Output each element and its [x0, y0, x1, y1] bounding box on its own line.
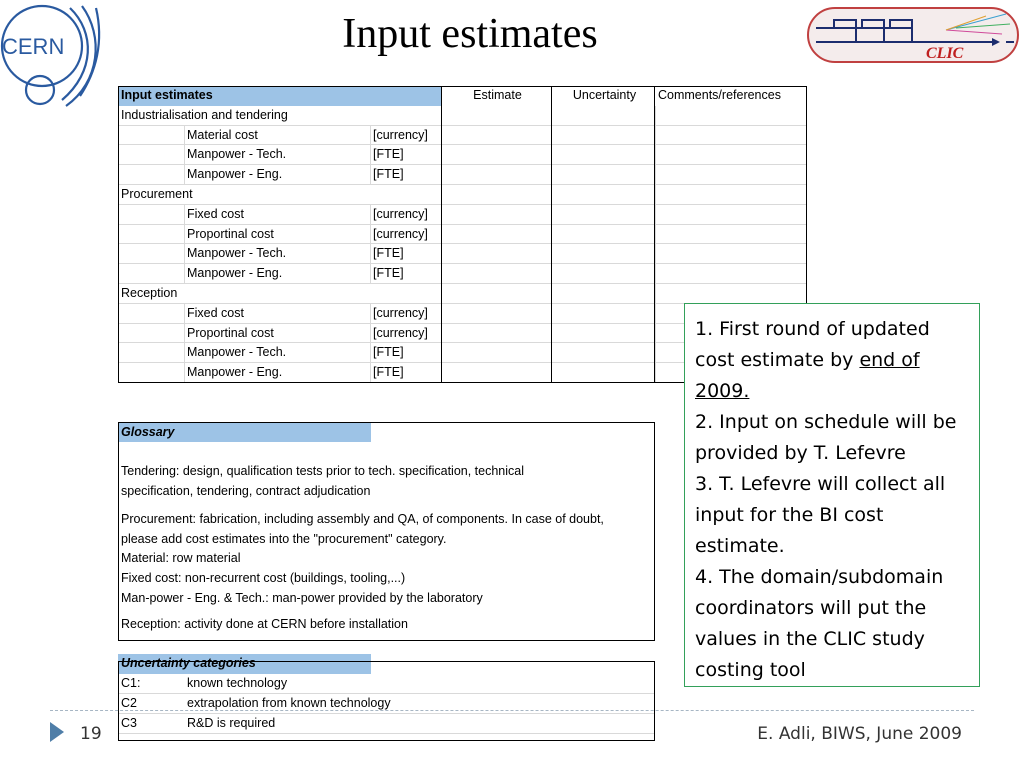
note-1	[695, 314, 969, 407]
comments-cell	[655, 165, 807, 185]
note-2: 2. Input on schedule will be provided by T. Lefevre	[695, 411, 957, 464]
note-3: 3. T. Lefevre will collect all input for the BI cost estimate.	[695, 473, 946, 557]
gridline	[551, 363, 552, 383]
gridline	[551, 185, 552, 205]
gridline	[184, 324, 185, 344]
gridline	[551, 264, 552, 284]
uncertainty-cell	[551, 126, 655, 146]
uncertainty-code: C1:	[121, 676, 141, 691]
gridline	[441, 363, 442, 383]
gridline	[551, 225, 552, 245]
glossary-title: Glossary	[118, 423, 371, 443]
uncertainty-cell	[551, 284, 655, 304]
glossary-text: Fixed cost: non-recurrent cost (buildings, tooling,...)	[121, 571, 406, 586]
gridline	[370, 304, 371, 324]
estimate-cell	[441, 304, 551, 324]
row-item	[184, 106, 370, 126]
row-item: Manpower - Tech.	[187, 345, 287, 360]
estimate-cell	[441, 363, 551, 383]
gridline	[655, 284, 656, 304]
estimate-cell	[441, 324, 551, 344]
estimate-row	[118, 264, 808, 284]
uncertainty-row	[118, 714, 808, 734]
row-item: Manpower - Eng.	[187, 167, 283, 182]
gridline	[441, 126, 442, 146]
gridline	[551, 343, 552, 363]
glossary-text: Tendering: design, qualification tests prior to tech. specification, technical	[121, 464, 525, 479]
uncertainty-cell	[551, 264, 655, 284]
gridline	[184, 205, 185, 225]
gridline	[655, 126, 656, 146]
comments-cell	[655, 244, 807, 264]
slide-arrow-icon	[50, 722, 64, 742]
row-item: Fixed cost	[187, 305, 244, 320]
gridline	[370, 205, 371, 225]
gridline	[184, 304, 185, 324]
row-unit	[370, 284, 441, 304]
row-item	[184, 284, 370, 304]
gridline	[655, 225, 656, 245]
header-estimate: Estimate	[473, 88, 522, 102]
gridline	[655, 343, 656, 363]
glossary-text: specification, tendering, contract adjudication	[121, 483, 371, 498]
row-item: Material cost	[187, 127, 258, 142]
row-category	[118, 244, 184, 264]
comments-cell	[655, 264, 807, 284]
estimate-cell	[441, 145, 551, 165]
uncertainty-title: Uncertainty categories	[118, 654, 371, 674]
uncertainty-desc: R&D is required	[187, 715, 276, 730]
uncertainty-desc: known technology	[187, 676, 288, 691]
gridline	[441, 185, 442, 205]
estimate-cell	[441, 165, 551, 185]
gridline	[184, 244, 185, 264]
row-item	[184, 185, 370, 205]
gridline	[184, 264, 185, 284]
svg-text:CLIC: CLIC	[926, 45, 964, 62]
notes-box	[684, 303, 980, 687]
gridline	[551, 304, 552, 324]
row-unit: [FTE]	[373, 246, 404, 261]
row-item: Proportinal cost	[187, 325, 274, 340]
row-unit: [FTE]	[373, 345, 404, 360]
uncertainty-cell	[551, 304, 655, 324]
estimate-row	[118, 106, 808, 126]
row-category: Procurement	[121, 186, 193, 201]
gridline	[441, 106, 442, 126]
estimate-cell	[441, 343, 551, 363]
uncertainty-code: C3	[121, 715, 137, 730]
gridline	[184, 225, 185, 245]
estimate-row	[118, 126, 808, 146]
gridline	[655, 185, 656, 205]
footer-author: E. Adli, BIWS, June 2009	[757, 724, 962, 744]
comments-cell	[655, 126, 807, 146]
comments-cell	[655, 205, 807, 225]
comments-cell	[655, 225, 807, 245]
gridline	[184, 126, 185, 146]
row-unit: [currency]	[373, 305, 428, 320]
estimate-cell	[441, 185, 551, 205]
row-category	[118, 126, 184, 146]
comments-cell	[655, 284, 807, 304]
note-1-text: 1. First round of updated cost estimate by	[695, 318, 930, 371]
gridline	[184, 145, 185, 165]
gridline	[551, 165, 552, 185]
gridline	[441, 205, 442, 225]
slide-title: Input estimates	[342, 11, 598, 57]
row-category	[118, 165, 184, 185]
estimate-cell	[441, 205, 551, 225]
estimate-cell	[441, 264, 551, 284]
row-unit: [currency]	[373, 206, 428, 221]
gridline	[655, 244, 656, 264]
row-unit: [FTE]	[373, 266, 404, 281]
comments-cell	[655, 145, 807, 165]
estimate-cell	[441, 106, 551, 126]
estimate-cell	[441, 284, 551, 304]
row-category	[118, 264, 184, 284]
gridline	[441, 284, 442, 304]
glossary-text: Procurement: fabrication, including assembly and QA, of components. In case of doubt,	[121, 511, 604, 526]
row-item: Proportinal cost	[187, 226, 274, 241]
row-unit: [currency]	[373, 127, 428, 142]
row-item: Manpower - Tech.	[187, 147, 287, 162]
uncertainty-code: C2	[121, 695, 137, 710]
uncertainty-cell	[551, 145, 655, 165]
gridline	[655, 145, 656, 165]
gridline	[441, 165, 442, 185]
row-category	[118, 343, 184, 363]
row-item: Fixed cost	[187, 206, 244, 221]
gridline	[370, 225, 371, 245]
glossary-text: Material: row material	[121, 551, 241, 566]
estimate-cell	[441, 126, 551, 146]
uncertainty-cell	[551, 205, 655, 225]
uncertainty-cell	[551, 363, 655, 383]
header-comments: Comments/references	[658, 88, 781, 102]
row-category	[118, 304, 184, 324]
gridline	[551, 205, 552, 225]
row-unit: [currency]	[373, 325, 428, 340]
estimate-row	[118, 225, 808, 245]
gridline	[184, 363, 185, 383]
gridline	[655, 264, 656, 284]
row-category: Reception	[121, 285, 178, 300]
uncertainty-cell	[551, 165, 655, 185]
estimate-row	[118, 185, 808, 205]
uncertainty-cell	[551, 324, 655, 344]
gridline	[551, 126, 552, 146]
gridline	[370, 324, 371, 344]
row-item: Manpower - Tech.	[187, 246, 287, 261]
glossary-text: please add cost estimates into the "procurement" category.	[121, 531, 447, 546]
comments-cell	[655, 106, 807, 126]
gridline	[370, 363, 371, 383]
gridline	[441, 244, 442, 264]
note-4: 4. The domain/subdomain coordinators will put the values in the CLIC study costing tool	[695, 566, 944, 681]
comments-cell	[655, 185, 807, 205]
estimate-row	[118, 145, 808, 165]
gridline	[551, 244, 552, 264]
gridline	[370, 343, 371, 363]
gridline	[655, 165, 656, 185]
header-input-estimates: Input estimates	[118, 86, 441, 106]
gridline	[551, 106, 552, 126]
row-unit	[370, 185, 441, 205]
gridline	[441, 343, 442, 363]
row-category	[118, 324, 184, 344]
gridline	[655, 205, 656, 225]
gridline	[551, 145, 552, 165]
gridline	[118, 733, 655, 734]
gridline	[441, 324, 442, 344]
row-category	[118, 145, 184, 165]
header-uncertainty: Uncertainty	[572, 88, 637, 102]
estimate-row	[118, 205, 808, 225]
gridline	[370, 145, 371, 165]
gridline	[370, 264, 371, 284]
note-1-deadline: end of 2009.	[695, 349, 920, 402]
gridline	[655, 324, 656, 344]
glossary-text: Reception: activity done at CERN before installation	[121, 616, 408, 631]
row-unit	[370, 106, 441, 126]
row-category	[118, 363, 184, 383]
row-unit: [FTE]	[373, 365, 404, 380]
svg-text:CERN: CERN	[2, 34, 65, 59]
uncertainty-desc: extrapolation from known technology	[187, 695, 391, 710]
page-number: 19	[80, 724, 102, 744]
gridline	[184, 165, 185, 185]
estimate-row	[118, 284, 808, 304]
estimate-row	[118, 244, 808, 264]
gridline	[551, 284, 552, 304]
row-unit: [FTE]	[373, 167, 404, 182]
gridline	[370, 126, 371, 146]
gridline	[370, 165, 371, 185]
gridline	[441, 225, 442, 245]
row-item: Manpower - Eng.	[187, 266, 283, 281]
uncertainty-cell	[551, 244, 655, 264]
row-unit: [FTE]	[373, 147, 404, 162]
estimate-row	[118, 165, 808, 185]
row-category	[118, 225, 184, 245]
gridline	[655, 106, 656, 126]
glossary-text: Man-power - Eng. & Tech.: man-power provided by the laboratory	[121, 590, 483, 605]
sheet-header-row	[118, 86, 808, 106]
footer-divider	[50, 710, 974, 711]
estimate-cell	[441, 244, 551, 264]
row-category: Industrialisation and tendering	[121, 107, 288, 122]
uncertainty-cell	[551, 106, 655, 126]
gridline	[441, 304, 442, 324]
row-unit: [currency]	[373, 226, 428, 241]
row-category	[118, 205, 184, 225]
gridline	[551, 324, 552, 344]
gridline	[441, 264, 442, 284]
uncertainty-cell	[551, 185, 655, 205]
gridline	[655, 363, 656, 383]
estimate-cell	[441, 225, 551, 245]
gridline	[655, 304, 656, 324]
uncertainty-cell	[551, 225, 655, 245]
row-item: Manpower - Eng.	[187, 365, 283, 380]
gridline	[370, 244, 371, 264]
gridline	[184, 343, 185, 363]
uncertainty-cell	[551, 343, 655, 363]
gridline	[441, 145, 442, 165]
